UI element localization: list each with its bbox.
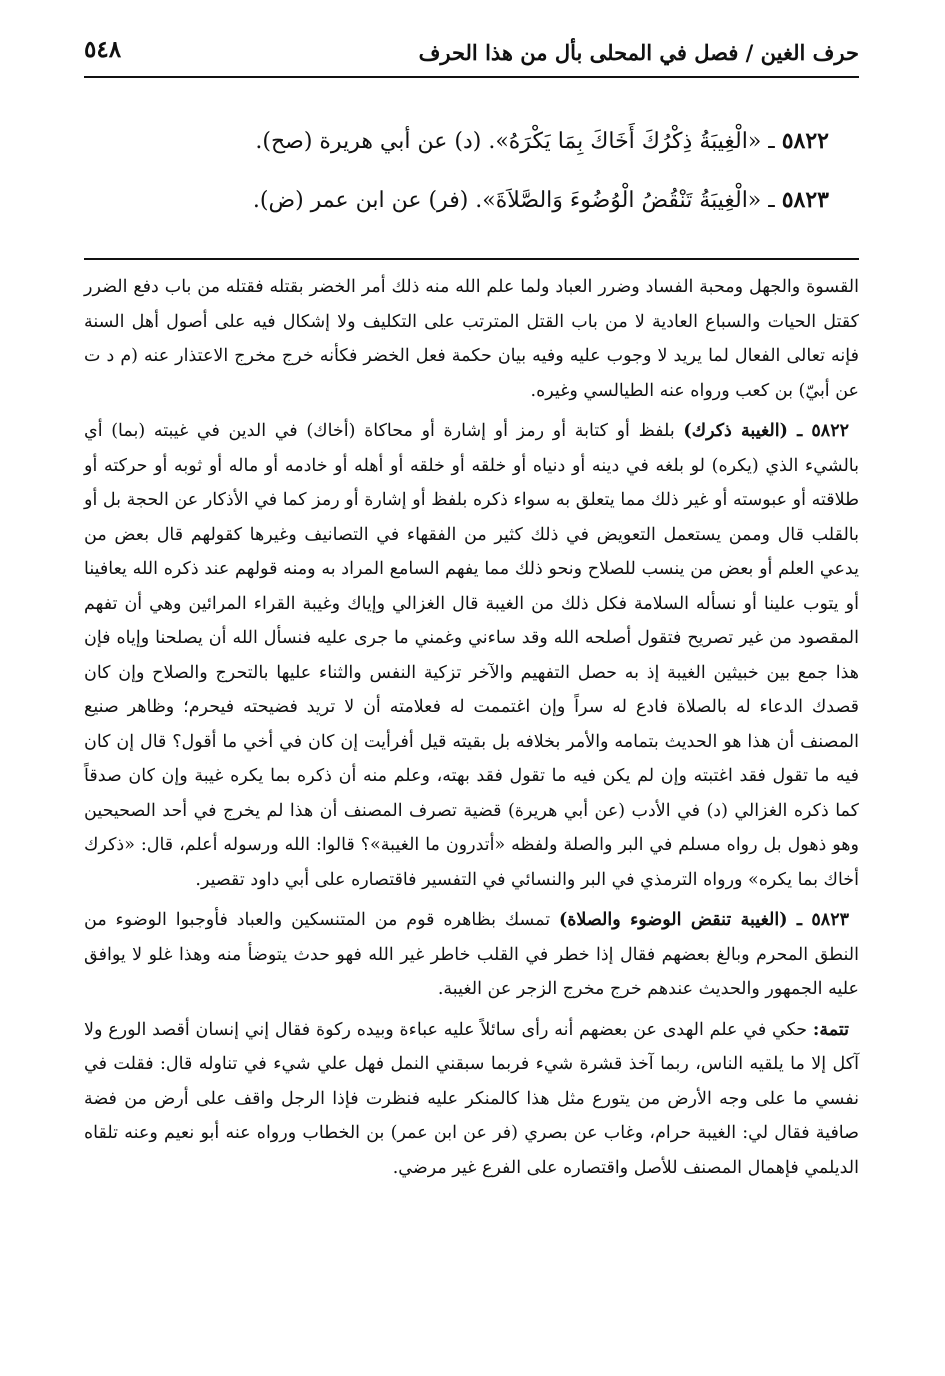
hadith-dash: ـ xyxy=(761,188,775,213)
tatimma-body: حكي في علم الهدى عن بعضهم أنه رأى سائلاً عليه عباءة وبيده ركوة فقال إني إنسان أقصد الورع ولا آكل إلا ما يلقيه الناس، ربما آخذ قشرة شيء فربما سبقني النمل فهل علي شيء في تناوله قال: فقلت في نفسي ما على وجه الأرض من يتورع مثل هذا كالمنكر عليه فنظرت فإذا الرجل واقف على أرض من فضة صافية فقال لي: الغيبة حرام، وغاب عن بصري (فر عن ابن عمر) بن الخطاب ورواه عنه أبو نعيم وعنه تلقاه الديلمي فإهمال المصنف للأصل واقتصاره على الفرع غير مرضي. xyxy=(84,1019,859,1178)
commentary xyxy=(84,260,859,1185)
commentary-5822-body: بلفظ أو كتابة أو رمز أو إشارة أو محاكاة (أخاك) في الدين في غيبته (بما) أي بالشيء الذي (يكره) لو بلغه في دينه أو دنياه أو خلقه أو خلقه أو أهله أو خادمه أو ماله أو ثوبه أو حركته أو طلاقته أو عبوسته أو غير ذلك مما يتعلق به سواء ذكره بلفظ أو إشارة أو رمز كما في الأذكار عن الحجة بل أو بالقلب قال وممن يستعمل التعويض في ذلك كثير من الفقهاء في التصانيف وغيرها كقولهم قال بعض من يدعي العلم أو بعض من ينسب للصلاح ونحو ذلك مما يفهم السامع المراد به ومنه قولهم عند ذكره الله يعافينا أو يتوب علينا أو نسأله السلامة فكل ذلك من الغيبة قال الغزالي وإياك وغيبة القراء المرائين وهي أن تفهم المقصود من غير تصريح فتقول أصلحه الله وقد ساءني وغمني ما جرى عليه فنسأل الله أن يصلحنا وإياه فإن هذا جمع بين خبيثين الغيبة إذ به حصل التفهيم والآخر تزكية النفس والثناء عليها بالتحرج والصلاح وإن كان قصدك الدعاء له بالصلاة فادع له سراً وإن اغتممت له فعلامته أن لا تريد فضيحته فيحرم؛ وظاهر صنيع المصنف أن هذا هو الحديث بتمامه والأمر بخلافه بل بقيته قيل أفرأيت إن كان في أخي ما أقول؟ قال إن كان فيه ما تقول فقد اغتبته وإن لم يكن فيه ما تقول فقد بهته، وعلم منه أن ذكره بما يكره غيبة وإن كان صدقاً كما ذكره الغزالي (د) في الأدب (عن أبي هريرة) قضية تصرف المصنف أن هذا لم يخرج في أحد الصحيحين وهو ذهول بل رواه مسلم في البر والصلة ولفظه «أتدرون ما الغيبة»؟ قالوا: الله ورسوله أعلم، قال: «ذكرك أخاك بما يكره» ورواه الترمذي في البر والنسائي في التفسير فاقتصاره على أبي داود تقصير. xyxy=(84,421,859,890)
hadith-number: ٥٨٢٣ xyxy=(781,187,829,213)
hadith-5823 xyxy=(84,185,859,216)
commentary-5822-lead: ٥٨٢٢ ـ (الغيبة ذكرك) xyxy=(683,421,849,441)
running-head xyxy=(84,30,859,78)
commentary-5823-lead: ٥٨٢٣ ـ (الغيبة تنقض الوضوء والصلاة) xyxy=(558,910,849,930)
tatimma-lead: تتمة: xyxy=(812,1019,849,1040)
commentary-5822 xyxy=(84,414,859,897)
hadith-texts xyxy=(84,78,859,258)
page-number: ٥٤٨ xyxy=(84,36,122,63)
hadith-text: «الْغِيبَةُ ذِكْرُكَ أَخَاكَ بِمَا يَكْرَهُ». (د) عن أبي هريرة (صح). xyxy=(255,129,762,154)
commentary-intro: القسوة والجهل ومحبة الفساد وضرر العباد ولما علم الله منه ذلك أمر الخضر بقتله فقتله من باب دفع الضرر كقتل الحيات والسباع العادية لا من باب القتل المترتب على التكليف ولا إشكال فيه على أصول أهل السنة فإنه تعالى الفعال لما يريد لا وجوب عليه وفيه بيان حكمة فعل الخضر فكأنه خرج مخرج الاعتذار عنه (م د ت عن أبيّ) بن كعب ورواه عنه الطيالسي وغيره. xyxy=(84,277,859,401)
hadith-text: «الْغِيبَةُ تَنْقُضُ الْوُضُوءَ وَالصَّلاَةَ». (فر) عن ابن عمر (ض). xyxy=(252,188,762,213)
hadith-5822 xyxy=(84,126,859,157)
commentary-5823 xyxy=(84,903,859,1007)
hadith-number: ٥٨٢٢ xyxy=(781,128,829,154)
chapter-title: حرف الغين / فصل في المحلى بأل من هذا الحرف xyxy=(418,40,859,65)
commentary-tatimma xyxy=(84,1013,859,1186)
hadith-dash: ـ xyxy=(761,129,775,154)
commentary-5823-body: تمسك بظاهره قوم من المتنسكين والعباد فأوجبوا الوضوء من النطق المحرم وبالغ بعضهم فقال إذا خطر في القلب خاطر غير الله فهو حدث يتوضأ منه وهذا غلو لا يوافق عليه الجمهور والحديث عندهم خرج مخرج الزجر عن الغيبة. xyxy=(84,910,859,999)
